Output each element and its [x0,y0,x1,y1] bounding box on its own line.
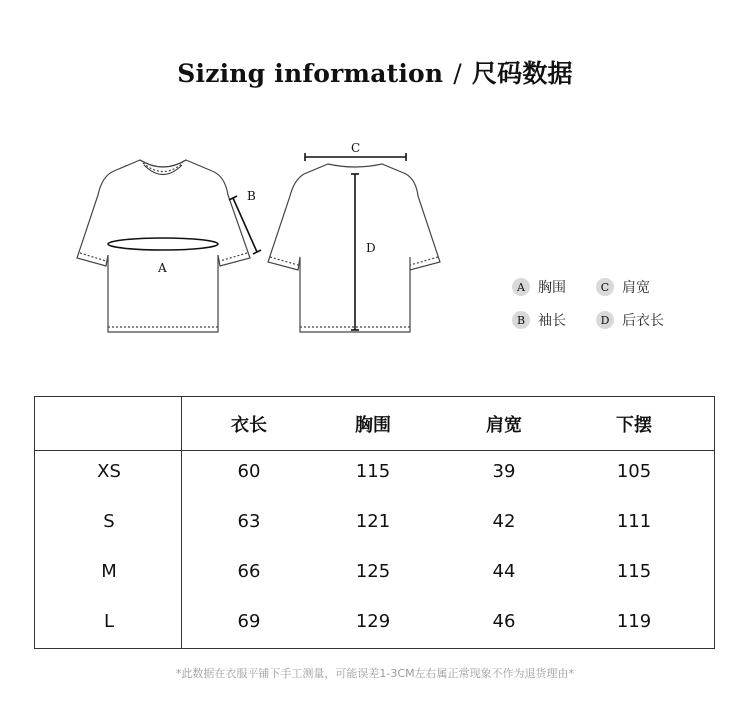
table-header-row [35,397,714,451]
value-cell: 129 [355,611,391,632]
value-cell: 125 [355,561,391,582]
legend-item-d [596,310,664,330]
size-table [34,396,715,649]
size-label: L [103,611,115,632]
header-shoulder: 肩宽 [486,415,522,436]
size-label: S [103,511,115,532]
header-chest: 胸围 [355,415,391,436]
value-cell: 39 [492,461,516,482]
legend-text: 胸围 [538,280,566,296]
legend-badge: C [596,278,614,296]
value-cell: 121 [355,511,391,532]
value-cell: 111 [616,511,652,532]
legend-badge: B [512,311,530,329]
value-cell: 66 [237,561,261,582]
label-c: C [351,141,361,155]
value-cell: 44 [492,561,516,582]
measurement-disclaimer: *此数据在衣服平铺下手工测量，可能误差1-3CM左右属正常现象不作为退货理由* [175,667,575,680]
measurement-legend [512,277,712,337]
value-cell: 115 [355,461,391,482]
value-cell: 46 [492,611,516,632]
legend-text: 肩宽 [622,280,650,296]
value-cell: 105 [616,461,652,482]
title-english: Sizing information [177,59,444,88]
value-cell: 60 [237,461,261,482]
value-cell: 69 [237,611,261,632]
value-cell: 63 [237,511,261,532]
table-divider [181,397,182,648]
legend-item-b [512,310,566,330]
title-separator: / [453,59,462,88]
header-hem: 下摆 [616,415,652,436]
size-label: XS [97,461,121,482]
legend-text: 袖长 [538,313,566,329]
legend-badge: A [512,278,530,296]
value-cell: 115 [616,561,652,582]
label-b: B [247,189,256,203]
size-label: M [101,561,117,582]
label-d: D [366,241,376,255]
legend-item-a [512,277,566,297]
front-tshirt-illustration [77,160,250,332]
title-chinese: 尺码数据 [471,59,573,88]
value-cell: 119 [616,611,652,632]
legend-text: 后衣长 [622,313,664,329]
header-length: 衣长 [231,415,267,436]
legend-item-c [596,277,650,297]
value-cell: 42 [492,511,516,532]
legend-badge: D [596,311,614,329]
back-tshirt-illustration [268,164,440,332]
label-a: A [158,261,167,275]
